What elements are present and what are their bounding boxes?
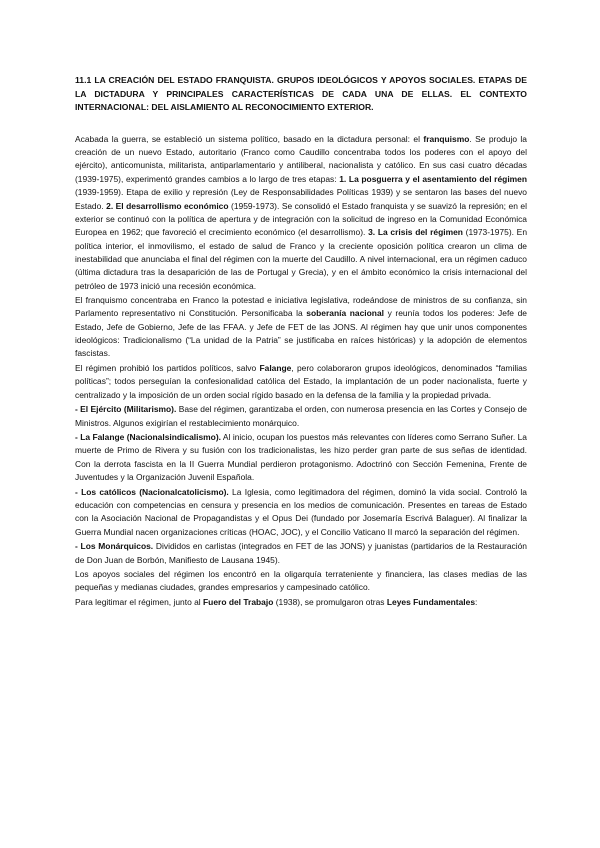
bold-text-run: 3. La crisis del régimen: [368, 227, 463, 238]
body-paragraph: [75, 431, 527, 484]
text-run: Al inicio, ocupan los puestos más relevantes con líderes como Serrano Suñer. La muerte de Primo de Rivera y su fusión con los tradicionalistas, les hizo perder gran parte de sus señas de identidad. Con la derrota fascista en la II Guerra Mundial perdieron protagonismo. Adoctrinó con Sección Femenina, Frente de Juventudes y la Organización Juvenil Española.: [75, 432, 527, 483]
body-paragraph: [75, 133, 527, 293]
document-title: 11.1 LA CREACIÓN DEL ESTADO FRANQUISTA. GRUPOS IDEOLÓGICOS Y APOYOS SOCIALES. ETAPAS DE LA DICTADURA Y PRINCIPALES CARACTERÍSTICAS DE CADA UNA DE ELLAS. EL CONTEXTO INTERNACIONAL: DEL AISLAMIENTO AL RECONOCIMIENTO EXTERIOR.: [75, 75, 527, 113]
bold-text-run: franquismo: [423, 133, 470, 144]
bold-text-run: 1. La posguerra y el asentamiento del régimen: [339, 173, 528, 184]
body-paragraph: [75, 294, 527, 361]
text-run: :: [475, 596, 478, 607]
bold-text-run: - La Falange (Nacionalsindicalismo).: [75, 432, 221, 443]
body-paragraph: [75, 403, 527, 430]
text-run: (1939-1959). Etapa de exilio y represión (Ley de Responsabilidades Políticas 1939) y se sentaron las bases del nuevo Estado.: [75, 187, 527, 211]
text-run: El régimen prohibió los partidos políticos, salvo: [75, 363, 260, 373]
text-run: (1959-1973). Se consolidó el Estado franquista y se suavizó la represión; en el exterior se continuó con la política de apertura y de integración con la solicitud de ingreso en la Comunidad Económica Europea en 1962; que favoreció el crecimiento económico (el desarrollismo).: [75, 200, 527, 238]
bold-text-run: soberanía nacional: [306, 308, 384, 319]
body-paragraph: [75, 596, 527, 609]
text-run: Acabada la guerra, se estableció un sistema político, basado en la dictadura personal: el: [75, 133, 424, 144]
text-run: Divididos en carlistas (integrados en FET de las JONS) y juanistas (partidarios de la Restauración de Don Juan de Borbón, Manifiesto de Lausana 1945).: [75, 541, 527, 565]
body-paragraph: [75, 486, 527, 539]
bold-text-run: 2. El desarrollismo económico: [106, 200, 229, 211]
text-run: Base del régimen, garantizaba el orden, con numerosa presencia en las Cortes y Consejo de Ministros. Algunos exigirían el restablecimiento monárquico.: [75, 404, 527, 428]
bold-text-run: - El Ejército (Militarismo).: [75, 404, 177, 415]
body-paragraph: [75, 568, 527, 595]
document-body: [75, 133, 527, 610]
body-paragraph: [75, 540, 527, 567]
text-run: El franquismo concentraba en Franco la potestad e iniciativa legislativa, rodeándose de ministros de su confianza, sin Parlamento representativo ni Constitución. Personificaba la: [75, 295, 527, 319]
body-paragraph: [75, 362, 527, 402]
bold-text-run: Fuero del Trabajo: [203, 596, 274, 607]
text-run: , pero colaboraron grupos ideológicos, denominados “familias políticas”; todos perseguían la confesionalidad católica del Estado, la implantación de un poder nacionalista, fuerte y centralizado y la imposición de un orden social rígido basado en la defensa de la familia y la propiedad privada.: [75, 363, 527, 400]
bold-text-run: - Los católicos (Nacionalcatolicismo).: [75, 486, 229, 497]
text-run: Los apoyos sociales del régimen los encontró en la oligarquía terrateniente y financiera, las clases medias de las pequeñas y medianas ciudades, grandes empresarios y campesinado católico.: [75, 569, 527, 593]
text-run: Para legitimar el régimen, junto al: [75, 596, 204, 607]
document-page: [75, 74, 527, 611]
text-run: La Iglesia, como legitimadora del régimen, dominó la vida social. Controló la educación con competencias en censura y presencia en los medios de comunicación. Presentes en tareas de Estado con la Asociación Nacional de Propagandistas y el Opus Dei (fundado por Josemaría Escrivá Balaguer). Al finalizar la Guerra Mundial nacen organizaciones críticas (HOAC, JOC), y el Concilio Vaticano II marcó la separación del régimen.: [75, 486, 527, 537]
text-run: (1938), se promulgaron otras: [273, 596, 387, 607]
bold-text-run: Falange: [259, 363, 292, 373]
bold-text-run: - Los Monárquicos.: [75, 541, 154, 552]
text-run: y reunía todos los poderes: Jefe de Estado, Jefe de Gobierno, Jefe de las FFAA. y Jefe de FET de las JONS. Al régimen hay que unir unos componentes ideológicos: Tradicionalismo (“La unidad de la Patria” se justificaba en raíces históricas) y la adopción de elementos fascistas.: [75, 308, 527, 359]
bold-text-run: Leyes Fundamentales: [386, 596, 476, 607]
text-run: (1973-1975). En política interior, el inmovilismo, el estado de salud de Franco y la creciente oposición política crearon un clima de inestabilidad que anunciaba el final del régimen con la muerte del Caudillo. A nivel internacional, era un régimen caduco (última dictadura tras la desaparición de las de Portugal y Grecia), y en el ámbito económico la crisis internacional del petróleo de 1973 inició una recesión económica.: [75, 227, 528, 291]
text-run: . Se produjo la creación de un nuevo Estado, autoritario (Franco como Caudillo concentraba todos los poderes con el apoyo del ejército), anticomunista, militarista, antiparlamentario y antiliberal, nacionalista y católico. En sus casi cuatro décadas (1939-1975), experimentó grandes cambios a lo largo de tres etapas:: [75, 133, 527, 184]
